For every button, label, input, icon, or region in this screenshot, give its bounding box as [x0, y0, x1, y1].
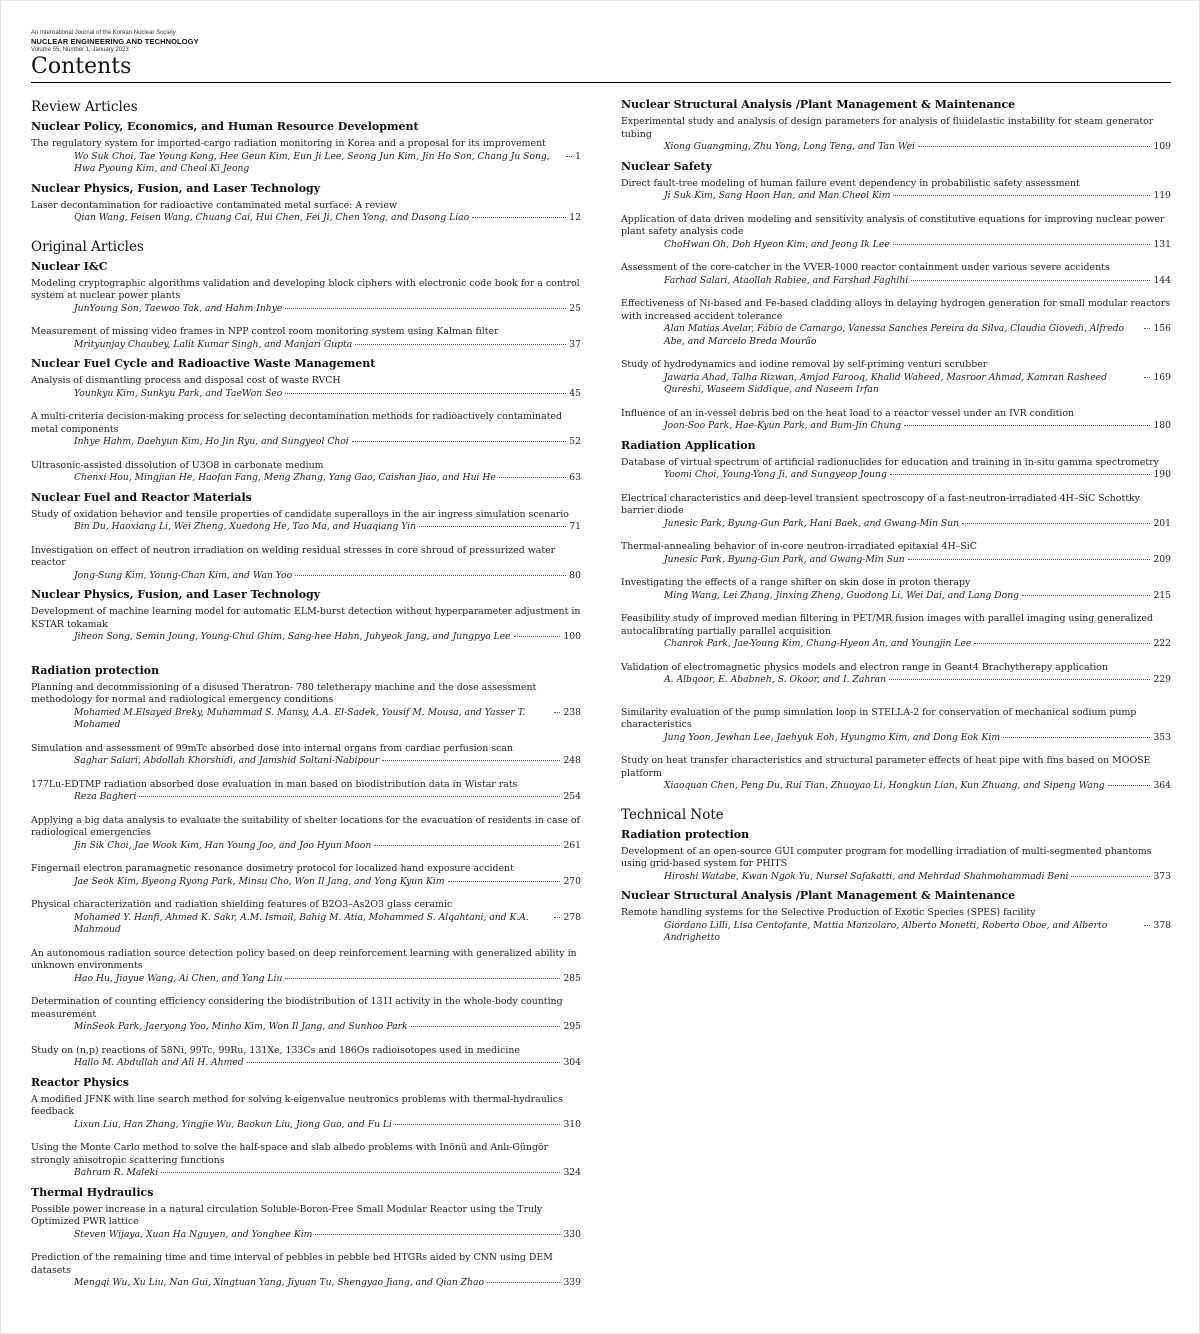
- toc-entry[interactable]: [621, 178, 1171, 203]
- toc-entry[interactable]: [621, 541, 1171, 566]
- page-number[interactable]: 37: [569, 338, 581, 350]
- toc-entry[interactable]: [31, 996, 581, 1034]
- author-line: [621, 871, 1171, 884]
- page-number[interactable]: 201: [1153, 517, 1171, 529]
- toc-entry[interactable]: [621, 214, 1171, 252]
- author-line: [621, 141, 1171, 154]
- left-column: [31, 98, 581, 1296]
- author-line: [31, 151, 581, 176]
- toc-section: [31, 1186, 581, 1290]
- section-heading: Thermal Hydraulics: [31, 1185, 154, 1199]
- article-authors: Jawaria Ahad, Talha Rizwan, Amjad Farooq, Khalid Waheed, Masroor Ahmad, Kamran Rasheed Qureshi, Waseem Siddique, and Naseem Irfan: [664, 371, 1107, 395]
- leader-dots: [1071, 876, 1150, 877]
- author-line: [621, 780, 1171, 793]
- article-title[interactable]: Influence of an in-vessel debris bed on the heat load to a reactor vessel under an IVR condition: [621, 407, 1075, 419]
- article-title[interactable]: Direct fault-tree modeling of human failure event dependency in probabilistic safety assessment: [621, 177, 1080, 189]
- journal-title: NUCLEAR ENGINEERING AND TECHNOLOGY: [31, 37, 199, 46]
- article-title[interactable]: The regulatory system for imported-cargo radiation monitoring in Korea and a proposal for its improvement: [31, 138, 546, 149]
- article-authors: Mrityunjay Chaubey, Lalit Kumar Singh, and Manjari Gupta: [74, 338, 353, 350]
- leader-dots: [487, 1282, 560, 1283]
- article-authors: Younkyu Kim, Sunkyu Park, and TaeWon Seo: [74, 387, 283, 399]
- author-line: [621, 590, 1171, 603]
- leader-dots: [355, 344, 566, 345]
- author-line: [621, 638, 1171, 651]
- author-line: [31, 1119, 581, 1132]
- section-heading: Nuclear Fuel and Reactor Materials: [31, 490, 252, 504]
- toc-section: [621, 889, 1171, 945]
- leader-dots: [893, 195, 1150, 196]
- page-number[interactable]: 190: [1153, 469, 1171, 480]
- page-number[interactable]: 353: [1153, 731, 1171, 743]
- section-heading: Nuclear Policy, Economics, and Human Resource Development: [31, 120, 419, 133]
- toc-entry[interactable]: [31, 326, 581, 351]
- leader-dots: [911, 280, 1150, 281]
- article-authors: Chanrok Park, Jae-Young Kim, Chang-Hyeon An, and Youngjin Lee: [664, 638, 972, 649]
- page-number[interactable]: 373: [1153, 870, 1171, 882]
- toc-section: [31, 664, 581, 1070]
- right-column: [621, 98, 1171, 951]
- article-authors: Yoomi Choi, Young-Yong Ji, and Sungyeop Joung: [664, 469, 887, 480]
- article-title[interactable]: Investigation on effect of neutron irradiation on welding residual stresses in core shroud of pressurized water reactor: [31, 544, 556, 568]
- article-authors: Jung Yoon, Jewhan Lee, Jaehyuk Eoh, Hyungmo Kim, and Dong Eok Kim: [664, 731, 1001, 743]
- page-number[interactable]: 180: [1153, 420, 1171, 431]
- article-title[interactable]: Development of machine learning model for automatic ELM-burst detection without hyperparameter adjustment in KSTAR tokamak: [31, 606, 581, 630]
- page-number[interactable]: 100: [563, 631, 581, 642]
- author-line: [31, 973, 581, 986]
- article-authors: Alan Matias Avelar, Fábio de Camargo, Vanessa Sanches Pereira da Silva, Claudia Giovedi, Alfredo Abe, and Marcelo Breda Mourão: [664, 323, 1125, 347]
- page-number[interactable]: 156: [1153, 323, 1171, 334]
- toc-entry[interactable]: [31, 1252, 581, 1290]
- toc-section: [31, 1076, 581, 1180]
- article-title[interactable]: Study on (n,p) reactions of 58Ni, 99Tc, 99Ru, 131Xe, 133Cs and 186Os radioisotopes used in medicine: [31, 1044, 520, 1056]
- article-authors: Hiroshi Watabe, Kwan Ngok Yu, Nursel Safakatti, and Mehrdad Shahmohammadi Beni: [664, 870, 1069, 882]
- author-line: [621, 674, 1171, 687]
- toc-entry[interactable]: [31, 545, 581, 583]
- article-title[interactable]: Database of virtual spectrum of artificial radionuclides for education and training in in-situ gamma spectrometry: [621, 456, 1159, 468]
- page-number[interactable]: 131: [1153, 238, 1171, 250]
- article-title[interactable]: Analysis of dismantling process and disposal cost of waste RVCH: [31, 375, 341, 386]
- toc-section: [621, 707, 1171, 793]
- article-title[interactable]: Determination of counting efficiency considering the biodistribution of 131I activity in the whole-body counting measurement: [31, 996, 563, 1020]
- article-title[interactable]: Simulation and assessment of 99mTc absorbed dose into internal organs from cardiac perfusion scan: [31, 742, 514, 754]
- article-title[interactable]: Development of an open-source GUI computer program for modelling irradiation of multi-segmented phantoms using grid-based system for PHITS: [621, 845, 1152, 869]
- issue-line: Volume 55, Number 1, January 2023: [31, 47, 129, 53]
- toc-entry[interactable]: [31, 948, 581, 986]
- article-title[interactable]: Modeling cryptographic algorithms validation and developing block ciphers with electronic code book for a control system at nuclear power plants: [31, 277, 580, 301]
- masthead: [31, 29, 1171, 80]
- article-title[interactable]: Fingernail electron paramagnetic resonance dosimetry protocol for localized hand exposure accident: [31, 863, 514, 874]
- author-line: [31, 631, 581, 644]
- toc-entry[interactable]: [31, 278, 581, 316]
- leader-dots: [285, 308, 566, 309]
- leader-dots: [295, 575, 566, 576]
- article-authors: Reza Bagheri: [74, 791, 137, 802]
- section-heading: Nuclear Structural Analysis /Plant Management & Maintenance: [621, 98, 1016, 111]
- article-authors: Hallo M. Abdullah and Ali H. Ahmed: [74, 1057, 244, 1068]
- article-title[interactable]: Study of oxidation behavior and tensile properties of candidate superalloys in the air ingress simulation scenario: [31, 508, 569, 520]
- page-number[interactable]: 144: [1153, 274, 1171, 286]
- page-number[interactable]: 295: [563, 1021, 581, 1032]
- leader-dots: [1022, 595, 1150, 596]
- toc-entry[interactable]: [31, 682, 581, 732]
- article-authors: Saghar Salari, Abdollah Khorshidi, and Jamshid Soltani-Nabipour: [74, 755, 380, 766]
- leader-dots: [566, 156, 572, 157]
- toc-entry[interactable]: [621, 359, 1171, 397]
- author-line: [621, 920, 1171, 945]
- leader-dots: [448, 881, 561, 882]
- page-number[interactable]: 378: [1153, 919, 1171, 931]
- page-number[interactable]: 80: [569, 569, 581, 581]
- leader-dots: [554, 712, 560, 713]
- leader-dots: [974, 643, 1150, 644]
- author-line: [31, 912, 581, 937]
- article-authors: Farhad Salari, Ataollah Rabiee, and Farshad Faghihi: [664, 274, 909, 286]
- leader-dots: [247, 1062, 561, 1063]
- leader-dots: [139, 796, 560, 797]
- section-heading: Nuclear Physics, Fusion, and Laser Technology: [31, 588, 321, 601]
- toc-section: [31, 357, 581, 485]
- article-authors: Chenxi Hou, Mingjian He, Haofan Fang, Meng Zhang, Yang Gao, Caishan Jiao, and Hui He: [74, 472, 496, 483]
- page-number[interactable]: 45: [569, 387, 581, 399]
- toc-entry[interactable]: [31, 411, 581, 449]
- section-heading: Nuclear Safety: [621, 159, 712, 173]
- article-authors: JunYoung Son, Taewoo Tak, and Hahm Inhye: [74, 302, 283, 314]
- article-title[interactable]: Ultrasonic-assisted dissolution of U3O8 in carbonate medium: [31, 459, 324, 471]
- page-number[interactable]: 238: [563, 706, 581, 718]
- toc-entry[interactable]: [621, 408, 1171, 433]
- article-authors: Jiheon Song, Semin Joung, Young-Chul Ghim, Sang-hee Hahn, Juhyeok Jang, and Jungpyo Lee: [74, 631, 511, 642]
- author-line: [31, 1057, 581, 1070]
- article-authors: Ji Suk Kim, Sang Hoon Han, and Man Cheol Kim: [664, 190, 891, 201]
- article-authors: Mengqi Wu, Xu Liu, Nan Gui, Xingtuan Yang, Jiyuan Tu, Shengyao Jiang, and Qian Zhao: [74, 1277, 484, 1288]
- leader-dots: [382, 760, 560, 761]
- page-number[interactable]: 119: [1153, 190, 1171, 201]
- page-number[interactable]: 169: [1153, 371, 1171, 383]
- page-number[interactable]: 25: [569, 302, 581, 314]
- leader-dots: [889, 679, 1150, 680]
- page-number[interactable]: 209: [1153, 553, 1171, 565]
- author-line: [31, 436, 581, 449]
- leader-dots: [352, 441, 567, 442]
- author-line: [31, 1167, 581, 1180]
- article-authors: Joon-Soo Park, Hae-Kyun Park, and Bum-Jin Chung: [664, 420, 902, 431]
- author-line: [31, 840, 581, 853]
- article-authors: Lixun Liu, Han Zhang, Yingjie Wu, Baokun Liu, Jiong Guo, and Fu Li: [74, 1118, 392, 1130]
- article-authors: Junesic Park, Byung-Gun Park, Hani Baek, and Gwang-Min Sun: [664, 517, 960, 529]
- author-line: [31, 791, 581, 804]
- author-line: [621, 239, 1171, 252]
- toc-entry[interactable]: [621, 493, 1171, 531]
- page-number[interactable]: 52: [569, 436, 581, 447]
- author-line: [31, 339, 581, 352]
- author-line: [31, 388, 581, 401]
- page-number[interactable]: 261: [563, 839, 581, 851]
- leader-dots: [904, 425, 1150, 426]
- article-title[interactable]: Experimental study and analysis of design parameters for analysis of fluidelastic instability for steam generator tubing: [621, 116, 1154, 140]
- toc-entry[interactable]: [621, 846, 1171, 884]
- leader-dots: [962, 523, 1150, 524]
- author-line: [621, 518, 1171, 531]
- section-heading: Nuclear Fuel Cycle and Radioactive Waste Management: [31, 357, 376, 370]
- toc-section: [31, 491, 581, 583]
- article-authors: A. Albqoor, E. Ababneh, S. Okoor, and I. Zahran: [664, 674, 887, 685]
- leader-dots: [514, 636, 561, 637]
- article-title[interactable]: Measurement of missing video frames in NPP control room monitoring system using Kalman filter: [31, 326, 499, 337]
- article-title[interactable]: Planning and decommissioning of a disused Theratron- 780 teletherapy machine and the dose assessment methodology for normal and radiological emergency conditions: [31, 681, 537, 705]
- toc-entry[interactable]: [31, 1094, 581, 1132]
- toc-entry[interactable]: [621, 116, 1171, 154]
- leader-dots: [419, 526, 566, 527]
- article-authors: Mohamed Y. Hanfi, Ahmed K. Sakr, A.M. Ismail, Bahig M. Atia, Mohammed S. Alqahtani, and K.A. Mahmoud: [74, 911, 529, 935]
- toc-entry[interactable]: [621, 907, 1171, 945]
- page-number[interactable]: 310: [563, 1118, 581, 1130]
- author-line: [621, 323, 1171, 348]
- article-authors: Ming Wang, Lei Zhang, Jinxing Zheng, Guodong Li, Wei Dai, and Lang Dong: [664, 589, 1019, 601]
- page-number[interactable]: 12: [569, 212, 581, 223]
- page-number[interactable]: 285: [563, 972, 581, 984]
- page-number[interactable]: 304: [563, 1057, 581, 1068]
- article-authors: Xiaoquan Chen, Peng Du, Rui Tian, Zhuoyao Li, Hongkun Lian, Kun Zhuang, and Sipeng Wang: [664, 780, 1105, 791]
- leader-dots: [918, 146, 1150, 147]
- leader-dots: [1144, 377, 1150, 378]
- leader-dots: [285, 393, 566, 394]
- toc-section: [31, 120, 581, 176]
- toc-entry[interactable]: [31, 815, 581, 853]
- toc-entry[interactable]: [621, 755, 1171, 793]
- toc-entry[interactable]: [621, 707, 1171, 745]
- toc-entry[interactable]: [31, 779, 581, 804]
- author-line: [621, 372, 1171, 397]
- leader-dots: [554, 917, 560, 918]
- article-title[interactable]: Electrical characteristics and deep-level transient spectroscopy of a fast-neutron-irradiated 4H–SiC Schottky barrier diode: [621, 492, 1140, 516]
- article-title[interactable]: Thermal-annealing behavior of in-core neutron-irradiated epitaxial 4H–SiC: [621, 541, 977, 552]
- page-number[interactable]: 248: [563, 755, 581, 766]
- toc-entry[interactable]: [31, 138, 581, 176]
- page-number[interactable]: 71: [569, 521, 581, 532]
- toc-entry[interactable]: [621, 662, 1171, 687]
- article-title[interactable]: Using the Monte Carlo method to solve the half-space and slab albedo problems with Inönü and Anlı-Güngör strongly anisotropic scattering functions: [31, 1142, 549, 1166]
- author-line: [621, 190, 1171, 203]
- author-line: [31, 1277, 581, 1290]
- toc-entry[interactable]: [621, 262, 1171, 287]
- leader-dots: [472, 217, 566, 218]
- author-line: [31, 876, 581, 889]
- article-title[interactable]: Applying a big data analysis to evaluate the suitability of shelter locations for the evacuation of residents in case of radiological emergencies: [31, 814, 581, 838]
- article-authors: Wo Suk Choi, Tae Young Kong, Hee Geun Kim, Eun Ji Lee, Seong Jun Kim, Jin Ho Son, Chang Ju Song, Hwa Pyoung Kim, and Cheol Ki Jeong: [74, 150, 550, 174]
- section-heading: Radiation Application: [621, 438, 756, 452]
- page-number[interactable]: 270: [563, 875, 581, 887]
- article-authors: MinSeok Park, Jaeryong Yoo, Minho Kim, Won Il Jang, and Sunhoo Park: [74, 1021, 408, 1032]
- author-line: [31, 212, 581, 225]
- author-line: [31, 1229, 581, 1242]
- article-title[interactable]: Prediction of the remaining time and time interval of pebbles in pebble bed HTGRs aided by CNN using DEM datasets: [31, 1252, 553, 1276]
- toc-entry[interactable]: [31, 1142, 581, 1180]
- article-title[interactable]: Investigating the effects of a range shifter on skin dose in proton therapy: [621, 577, 971, 588]
- section-heading: Reactor Physics: [31, 1075, 129, 1089]
- toc-entry[interactable]: [621, 298, 1171, 348]
- leader-dots: [893, 244, 1151, 245]
- article-authors: Bahram R. Maleki: [74, 1167, 159, 1178]
- toc-entry[interactable]: [31, 1204, 581, 1242]
- toc-entry[interactable]: [31, 863, 581, 888]
- leader-dots: [411, 1026, 561, 1027]
- article-title[interactable]: A multi-criteria decision-making process for selecting decontamination methods for radioactively contaminated metal components: [31, 411, 562, 435]
- toc-entry[interactable]: [31, 200, 581, 225]
- page-number[interactable]: 229: [1153, 674, 1171, 685]
- article-title[interactable]: Feasibility study of improved median filtering in PET/MR fusion images with parallel imaging using generalized autocalibrating partially parallel acquisition: [621, 613, 1153, 637]
- major-heading: Review Articles: [31, 99, 138, 115]
- leader-dots: [1108, 785, 1151, 786]
- toc-entry[interactable]: [31, 460, 581, 485]
- toc-entry[interactable]: [31, 1045, 581, 1070]
- article-authors: Steven Wijaya, Xuan Ha Nguyen, and Yonghee Kim: [74, 1228, 313, 1240]
- page-number[interactable]: 63: [569, 472, 581, 483]
- article-title[interactable]: An autonomous radiation source detection policy based on deep reinforcement learning with generalized ability in unknown environments: [31, 947, 577, 971]
- article-title[interactable]: Effectiveness of Ni-based and Fe-based cladding alloys in delaying hydrogen generation for small modular reactors with increased accident tolerance: [621, 298, 1171, 322]
- page-number[interactable]: 324: [563, 1167, 581, 1178]
- section-heading: Nuclear Structural Analysis /Plant Management & Maintenance: [621, 889, 1016, 902]
- author-line: [31, 570, 581, 583]
- major-heading: Technical Note: [621, 806, 724, 823]
- article-title[interactable]: Assessment of the core-catcher in the VVER-1000 reactor containment under various severe accidents: [621, 262, 1110, 273]
- toc-entry[interactable]: [31, 606, 581, 644]
- toc-section: [31, 182, 581, 225]
- toc-section: [31, 260, 581, 352]
- article-authors: Inhye Hahm, Daehyun Kim, Ho Jin Ryu, and Sungyeol Choi: [74, 436, 349, 447]
- toc-section: [621, 439, 1171, 687]
- article-authors: Giordano Lilli, Lisa Centofante, Mattia Manzolaro, Alberto Monetti, Roberto Oboe, and Alberto Andrighetto: [664, 919, 1108, 943]
- toc-section: [621, 160, 1171, 433]
- author-line: [31, 303, 581, 316]
- article-title[interactable]: Study of hydrodynamics and iodine removal by self-priming venturi scrubber: [621, 359, 988, 370]
- toc-entry[interactable]: [31, 375, 581, 400]
- page-number[interactable]: 254: [563, 791, 581, 802]
- leader-dots: [1144, 328, 1150, 329]
- article-title[interactable]: Laser decontamination for radioactive contaminated metal surface: A review: [31, 199, 397, 211]
- page-number[interactable]: 222: [1153, 638, 1171, 649]
- article-title[interactable]: Application of data driven modeling and sensitivity analysis of constitutive equations for improving nuclear power plant safety analysis code: [621, 213, 1165, 237]
- author-line: [31, 521, 581, 534]
- toc-entry[interactable]: [621, 613, 1171, 651]
- toc-entry[interactable]: [31, 743, 581, 768]
- page-number[interactable]: 278: [563, 911, 581, 923]
- author-line: [31, 707, 581, 732]
- title-rule: [31, 82, 1171, 83]
- author-line: [621, 420, 1171, 433]
- article-title[interactable]: Similarity evaluation of the pump simulation loop in STELLA-2 for conservation of mechanical sodium pump characteristics: [621, 706, 1137, 730]
- section-heading: Nuclear Physics, Fusion, and Laser Technology: [31, 181, 321, 195]
- article-authors: Bin Du, Haoxiang Li, Wei Zheng, Xuedong He, Tao Ma, and Huaqiang Yin: [74, 521, 416, 532]
- leader-dots: [315, 1234, 560, 1235]
- article-authors: Jae Seok Kim, Byeong Ryong Park, Minsu Cho, Won Il Jang, and Yong Kyun Kim: [74, 875, 445, 887]
- toc-section: [621, 828, 1171, 884]
- toc-section: [621, 98, 1171, 154]
- toc-entry[interactable]: [621, 577, 1171, 602]
- article-authors: Hao Hu, Jiayue Wang, Ai Chen, and Yang Liu: [74, 972, 283, 984]
- leader-dots: [890, 474, 1151, 475]
- article-authors: Xiong Guangming, Zhu Yong, Long Teng, and Tan Wei: [664, 141, 915, 152]
- author-line: [31, 755, 581, 768]
- article-title[interactable]: Remote handling systems for the Selective Production of Exotic Species (SPES) facility: [621, 907, 1036, 918]
- toc-entry[interactable]: [31, 899, 581, 937]
- author-line: [31, 472, 581, 485]
- author-line: [621, 554, 1171, 567]
- article-title[interactable]: Physical characterization and radiation shielding features of B2O3–As2O3 glass ceramic: [31, 899, 453, 910]
- page-title: Contents: [31, 54, 132, 79]
- article-title[interactable]: A modified JFNK with line search method for solving k-eigenvalue neutronics problems with thermal-hydraulics feedback: [31, 1093, 563, 1117]
- article-title[interactable]: Study on heat transfer characteristics and structural parameter effects of heat pipe with fins based on MOOSE platform: [621, 755, 1151, 779]
- article-title[interactable]: Validation of electromagnetic physics models and electron range in Geant4 Brachytherapy application: [621, 661, 1108, 673]
- leader-dots: [499, 477, 566, 478]
- toc-entry[interactable]: [31, 509, 581, 534]
- section-heading: Radiation protection: [621, 827, 750, 841]
- page-number[interactable]: 339: [563, 1277, 581, 1288]
- leader-dots: [161, 1172, 560, 1173]
- article-authors: Junesic Park, Byung-Gun Park, and Gwang-Min Sun: [664, 553, 905, 565]
- section-heading: Radiation protection: [31, 663, 160, 677]
- article-authors: Mohamed M.Elsayed Breky, Muhammad S. Mansy, A.A. El-Sadek, Yousif M. Mousa, and Yasser T. Mohamed: [74, 706, 526, 730]
- page-number[interactable]: 1: [575, 150, 581, 162]
- leader-dots: [374, 845, 560, 846]
- leader-dots: [1003, 737, 1150, 738]
- article-authors: ChoHwan Oh, Doh Hyeon Kim, and Jeong Ik Lee: [664, 238, 890, 250]
- leader-dots: [285, 978, 560, 979]
- major-heading: Original Articles: [31, 238, 144, 255]
- author-line: [621, 275, 1171, 288]
- author-line: [31, 1021, 581, 1034]
- author-line: [621, 732, 1171, 745]
- article-authors: Qian Wang, Feisen Wang, Chuang Cai, Hui Chen, Fei Ji, Chen Yong, and Dasong Liao: [74, 212, 470, 223]
- toc-section: [31, 588, 581, 644]
- leader-dots: [908, 559, 1151, 560]
- section-heading: Nuclear I&C: [31, 259, 108, 273]
- society-line: An International Journal of the Korean Nuclear Society: [31, 30, 176, 36]
- leader-dots: [395, 1124, 560, 1125]
- article-authors: Jong-Sung Kim, Young-Chan Kim, and Wan Yoo: [74, 569, 293, 581]
- article-title[interactable]: 177Lu-EDTMP radiation absorbed dose evaluation in man based on biodistribution data in Wistar rats: [31, 778, 518, 790]
- toc-entry[interactable]: [621, 457, 1171, 482]
- article-authors: Jin Sik Choi, Jae Wook Kim, Han Young Joo, and Joo Hyun Moon: [74, 839, 372, 851]
- page-number[interactable]: 364: [1153, 780, 1171, 791]
- page-number[interactable]: 330: [563, 1228, 581, 1240]
- author-line: [621, 469, 1171, 482]
- page-number[interactable]: 215: [1153, 589, 1171, 601]
- page-number[interactable]: 109: [1153, 141, 1171, 152]
- leader-dots: [1144, 925, 1150, 926]
- article-title[interactable]: Possible power increase in a natural circulation Soluble-Boron-Free Small Modular Reactor using the Truly Optimized PWR lattice: [31, 1203, 543, 1227]
